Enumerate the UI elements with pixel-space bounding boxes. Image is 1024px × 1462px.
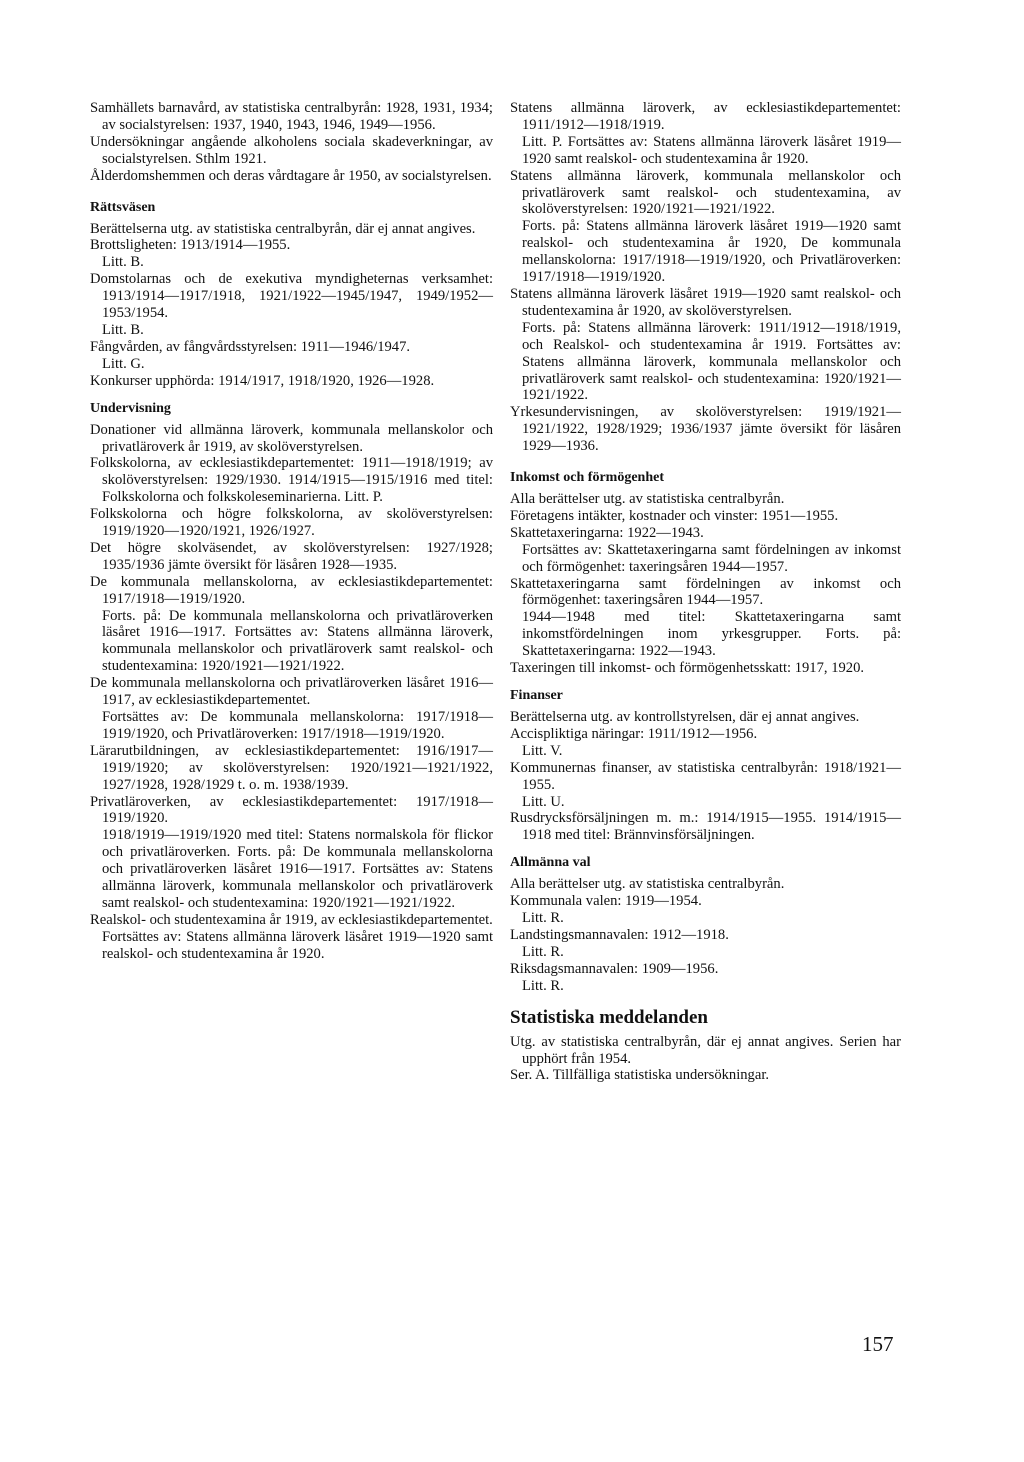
right-entry: Skattetaxeringarna: 1922—1943. (510, 524, 704, 541)
left-entry: Folkskolorna och högre folkskolorna, av skolöverstyrelsen: 1919/1920—1920/1921, 1926/1927. (90, 506, 493, 540)
right-entry-continuation: Litt. R. (522, 943, 564, 960)
page-number: 157 (862, 1332, 894, 1356)
right-entry-continuation: Forts. på: Statens allmänna läroverk läsåret 1919—1920 samt realskol- och studentexamina år 1920, De kommunala mellanskolorna: 1917/1918—1919/1920, och Privatläroverken: 1917/1918—1919/1920. (522, 218, 901, 286)
left-entry: Folkskolorna, av ecklesiastikdepartementet: 1911—1918/1919; av skolöverstyrelsen: 1929/1930. 1914/1915—1915/1916 med titel: Folkskolorna och folkskoleseminarierna. Litt. P. (90, 455, 493, 506)
right-section-heading: Inkomst och förmögenhet (510, 470, 664, 486)
left-entry: Privatläroverken, av ecklesiastikdepartementet: 1917/1918—1919/1920. (90, 793, 493, 827)
right-section-heading: Finanser (510, 688, 563, 703)
right-entry: Kommunala valen: 1919—1954. (510, 893, 702, 910)
right-entry: Statens allmänna läroverk läsåret 1919—1920 samt realskol- och studentexamina år 1920, av skolöverstyrelsen. (510, 285, 901, 319)
right-entry: Utg. av statistiska centralbyrån, där ej annat angives. Serien har upphört från 1954. (510, 1033, 901, 1067)
left-entry: Konkurser upphörda: 1914/1917, 1918/1920, 1926—1928. (90, 372, 435, 389)
left-entry: Det högre skolväsendet, av skolöverstyrelsen: 1927/1928; 1935/1936 jämte översikt för läsåren 1928—1935. (90, 539, 493, 573)
right-entry: Statens allmänna läroverk, av ecklesiastikdepartementet: 1911/1912—1918/1919. (510, 100, 901, 133)
left-entry: Undersökningar angående alkoholens sociala skadeverkningar, av socialstyrelsen. Sthlm 1921. (90, 133, 493, 167)
left-entry-continuation: Litt. G. (102, 355, 145, 372)
left-entry: Domstolarnas och de exekutiva myndigheternas verksamhet: 1913/1914—1917/1918, 1921/1922—1945/1947, 1949/1952—1953/1954. (90, 271, 493, 322)
right-entry: Riksdagsmannavalen: 1909—1956. (510, 960, 719, 977)
left-entry: Brottsligheten: 1913/1914—1955. (90, 237, 291, 254)
right-entry: Kommunernas finanser, av statistiska centralbyrån: 1918/1921—1955. (510, 759, 901, 793)
right-entry: Rusdrycksförsäljningen m. m.: 1914/1915—1955. 1914/1915—1918 med titel: Brännvinsförsäljningen. (510, 810, 901, 844)
right-entry-continuation: Fortsättes av: Skattetaxeringarna samt fördelningen av inkomst och förmögenhet: taxeringsåren 1944—1957. (522, 541, 901, 575)
right-column (510, 100, 901, 1084)
right-entry-continuation: Forts. på: Statens allmänna läroverk: 1911/1912—1918/1919, och Realskol- och studentexamina år 1919. Fortsättes av: Statens allmänna läroverk, kommunala mellanskolor och privatläroverk samt realskol- och studentexamina: 1920/1921—1921/1922. (522, 319, 901, 404)
left-section-heading: Rättsväsen (90, 199, 156, 215)
right-entry: Alla berättelser utg. av statistiska centralbyrån. (510, 876, 785, 893)
right-entry: Skattetaxeringarna samt fördelningen av inkomst och förmögenhet: taxeringsåren 1944—1957. (510, 575, 901, 609)
right-entry: Taxeringen till inkomst- och förmögenhetsskatt: 1917, 1920. (510, 660, 865, 677)
left-column (90, 100, 493, 963)
right-entry: Ser. A. Tillfälliga statistiska undersökningar. (510, 1067, 770, 1084)
right-entry: Yrkesundervisningen, av skolöverstyrelsen: 1919/1921—1921/1922, 1928/1929; 1936/1937 jämte översikt för läsåren 1929—1936. (510, 404, 901, 455)
left-entry-continuation: Fortsättes av: Statens allmänna läroverk läsåret 1919—1920 samt realskol- och studentexamina år 1920. (102, 928, 493, 962)
left-entry: De kommunala mellanskolorna, av ecklesiastikdepartementet: 1917/1918—1919/1920. (90, 573, 493, 607)
right-section-heading: Allmänna val (510, 855, 591, 871)
left-entry: De kommunala mellanskolorna och privatläroverken läsåret 1916—1917, av ecklesiastikdepartementet. (90, 675, 493, 709)
left-entry: Fångvården, av fångvårdsstyrelsen: 1911—1946/1947. (90, 338, 411, 355)
left-entry: Berättelserna utg. av statistiska centralbyrån, där ej annat angives. (90, 220, 476, 237)
left-entry: Donationer vid allmänna läroverk, kommunala mellanskolor och privatläroverk år 1919, av skolöverstyrelsen. (90, 421, 493, 455)
right-entry-continuation: Litt. R. (522, 910, 564, 927)
right-entry-continuation: Litt. P. Fortsättes av: Statens allmänna läroverk läsåret 1919—1920 samt realskol- och studentexamina år 1920. (522, 133, 901, 167)
left-entry: Realskol- och studentexamina år 1919, av ecklesiastikdepartementet. (90, 911, 493, 928)
right-entry-continuation: Litt. U. (522, 793, 565, 810)
left-entry: Samhällets barnavård, av statistiska centralbyrån: 1928, 1931, 1934; av socialstyrelsen: 1937, 1940, 1943, 1946, 1949—1956. (90, 100, 493, 133)
right-entry: Företagens intäkter, kostnader och vinster: 1951—1955. (510, 507, 839, 524)
left-section-heading: Undervisning (90, 400, 171, 416)
right-entry-continuation: 1944—1948 med titel: Skattetaxeringarna samt inkomstfördelningen inom yrkesgrupper. Forts. på: Skattetaxeringarna: 1922—1943. (522, 609, 901, 660)
right-entry: Landstingsmannavalen: 1912—1918. (510, 926, 729, 943)
right-publication-heading: Statistiska meddelanden (510, 1006, 708, 1028)
left-entry-continuation: Fortsättes av: De kommunala mellanskolorna: 1917/1918—1919/1920, och Privatläroverken: 1917/1918—1919/1920. (102, 709, 493, 742)
right-entry-continuation: Litt. R. (522, 977, 564, 994)
left-entry: Ålderdomshemmen och deras vårdtagare år 1950, av socialstyrelsen. (90, 167, 492, 184)
right-entry: Berättelserna utg. av kontrollstyrelsen, där ej annat angives. (510, 709, 860, 725)
left-entry-continuation: Litt. B. (102, 254, 144, 271)
left-entry-continuation: Litt. B. (102, 321, 144, 338)
right-entry-continuation: Litt. V. (522, 742, 563, 759)
right-entry: Statens allmänna läroverk, kommunala mellanskolor och privatläroverk samt realskol- och studentexamina, av skolöverstyrelsen: 1920/1921—1921/1922. (510, 167, 901, 218)
left-entry-continuation: 1918/1919—1919/1920 med titel: Statens normalskola för flickor och privatläroverken. Forts. på: De kommunala mellanskolorna och privatläroverken läsåret 1916—1917. Fortsättes av: Statens allmänna läroverk, kommunala mellanskolor och privatläroverk samt realskol- och studentexamina: 1920/1921—1921/1922. (102, 827, 493, 911)
right-entry: Alla berättelser utg. av statistiska centralbyrån. (510, 491, 785, 508)
left-entry-continuation: Forts. på: De kommunala mellanskolorna och privatläroverken läsåret 1916—1917. Fortsättes av: Statens allmänna läroverk, kommunala mellanskolor och privatläroverk samt realskol- och studentexamina: 1920/1921—1921/1922. (102, 607, 493, 675)
right-entry: Accispliktiga näringar: 1911/1912—1956. (510, 725, 758, 742)
left-entry: Lärarutbildningen, av ecklesiastikdepartementet: 1916/1917—1919/1920; av skolöverstyrelsen: 1920/1921—1921/1922, 1927/1928, 1928/1929 t. o. m. 1938/1939. (90, 742, 493, 793)
